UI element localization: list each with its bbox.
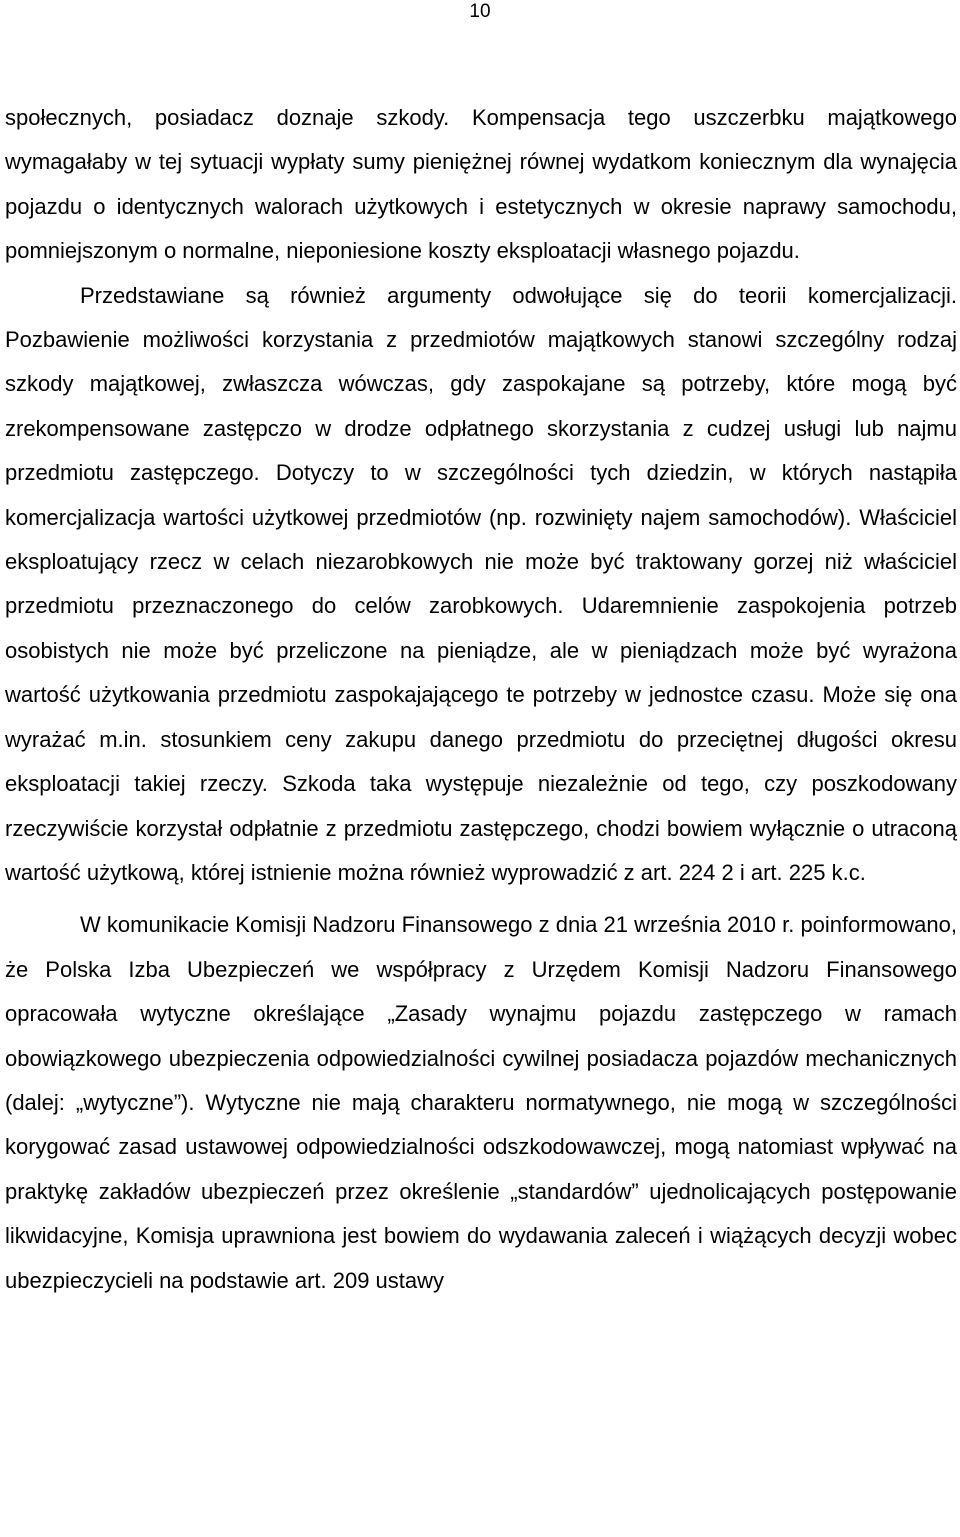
paragraph-1: społecznych, posiadacz doznaje szkody. Kompensacja tego uszczerbku majątkowego wymagałaby w tej sytuacji wypłaty sumy pieniężnej równej wydatkom koniecznym dla wynajęcia pojazdu o identycznych walorach użytkowych i estetycznych w okresie naprawy samochodu, pomniejszonym o normalne, nieponiesione koszty eksploatacji własnego pojazdu. (5, 105, 957, 264)
paragraph-2: Przedstawiane są również argumenty odwołujące się do teorii komercjalizacji. Pozbawienie możliwości korzystania z przedmiotów majątkowych stanowi szczególny rodzaj szkody majątkowej, zwłaszcza wówczas, gdy zaspokajane są potrzeby, które mogą być zrekompensowane zastępczo w drodze odpłatnego skorzystania z cudzej usługi lub najmu przedmiotu zastępczego. Dotyczy to w szczególności tych dziedzin, w których nastąpiła komercjalizacja wartości użytkowej przedmiotów (np. rozwinięty najem samochodów). Właściciel eksploatujący rzecz w celach niezarobkowych nie może być traktowany gorzej niż właściciel przedmiotu przeznaczonego do celów zarobkowych. Udaremnienie zaspokojenia potrzeb osobistych nie może być przeliczone na pieniądze, ale w pieniądzach może być wyrażona wartość użytkowania przedmiotu zaspokajającego te potrzeby w jednostce czasu. Może się ona wyrażać m.in. stosunkiem ceny zakupu danego przedmiotu do przeciętnej długości okresu eksploatacji takiej rzeczy. Szkoda taka występuje niezależnie od tego, czy poszkodowany rzeczywiście korzystał odpłatnie z przedmiotu zastępczego, chodzi bowiem wyłącznie o utraconą wartość użytkową, której istnienie można również wyprowadzić z art. 224 2 i art. 225 k.c. (5, 282, 957, 885)
paragraph-3: W komunikacie Komisji Nadzoru Finansowego z dnia 21 września 2010 r. poinformowano, że Polska Izba Ubezpieczeń we współpracy z Urzędem Komisji Nadzoru Finansowego opracowała wytyczne określające „Zasady wynajmu pojazdu zastępczego w ramach obowiązkowego ubezpieczenia odpowiedzialności cywilnej posiadacza pojazdów mechanicznych (dalej: „wytyczne”). Wytyczne nie mają charakteru normatywnego, nie mogą w szczególności korygować zasad ustawowej odpowiedzialności odszkodowawczej, mogą natomiast wpływać na praktykę zakładów ubezpieczeń przez określenie „standardów” ujednolicających postępowanie likwidacyjne, Komisja uprawniona jest bowiem do wydawania zaleceń i wiążących decyzji wobec ubezpieczycieli na podstawie art. 209 ustawy (5, 912, 957, 1293)
page-number: 10 (469, 1, 491, 22)
document-body (5, 96, 957, 1303)
